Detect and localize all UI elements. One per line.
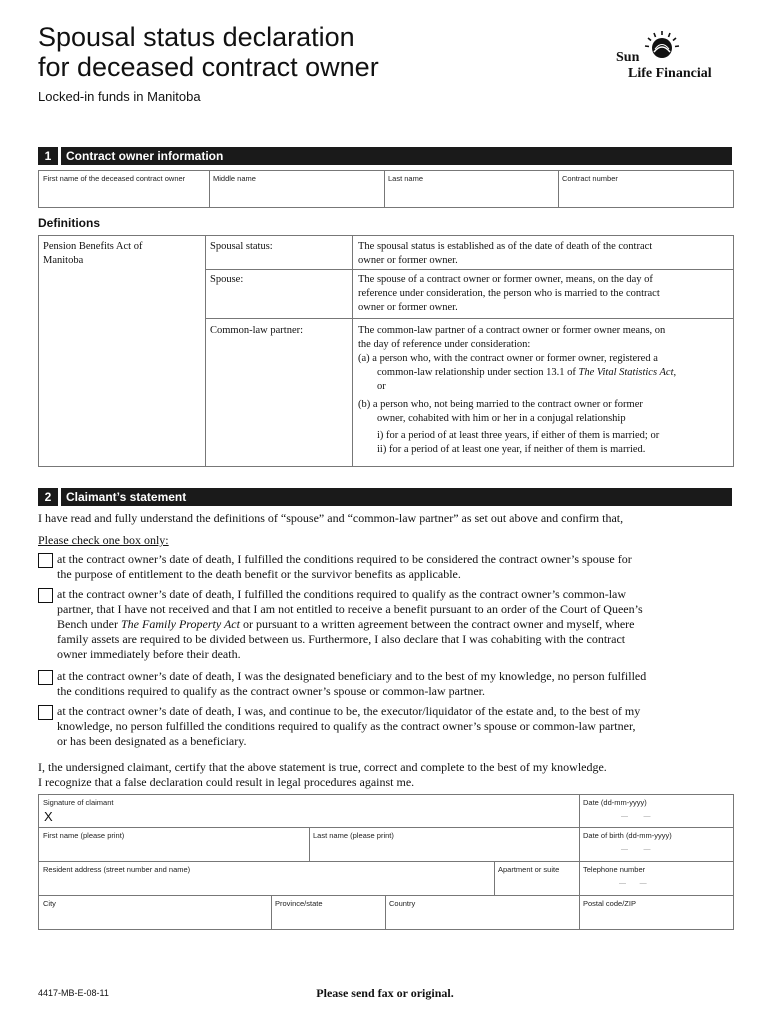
- section-1-title: Contract owner information: [66, 149, 224, 163]
- contract-number-field[interactable]: [558, 171, 733, 207]
- checkbox-spouse[interactable]: [38, 553, 53, 568]
- definitions-table: [38, 235, 734, 467]
- term-spousal-status: Spousal status:: [210, 241, 273, 252]
- title-line-1: Spousal status declaration: [38, 22, 355, 52]
- field-label: Postal code/ZIP: [583, 899, 636, 908]
- definition-common-law-partner: The common-law partner of a contract owner or former owner means, on the day of reference under consideration: (a) a person who, with the contract owner or former owner, registered a common-law relationship under section 13.1 of The Vital Statistics Act, or (b) a person who, not being married to the contract owner or former owner, cohabited with him or her in a conjugal relationship i) for a period of at least three years, if either of them is married; or ii) for a period of at least one year, if neither of them is married.: [358, 325, 677, 455]
- middle-name-field[interactable]: [209, 171, 385, 207]
- title-line-2: for deceased contract owner: [38, 52, 379, 82]
- sun-life-logo: [612, 30, 736, 84]
- option-designated-beneficiary: at the contract owner’s date of death, I was the designated beneficiary and to the best of my knowledge, no person fulfilled the conditions required to qualify as the contract owner’s spouse or common-law partner.: [38, 669, 738, 699]
- section-2-number: 2: [38, 488, 61, 506]
- field-label: Last name (please print): [313, 831, 394, 840]
- definitions-heading: Definitions: [38, 216, 100, 230]
- field-label: Last name: [388, 174, 424, 183]
- field-label: First name (please print): [43, 831, 125, 840]
- field-label: First name of the deceased contract owner: [43, 174, 186, 183]
- province-field[interactable]: [271, 896, 386, 929]
- field-label: Contract number: [562, 174, 618, 183]
- term-common-law-partner: Common-law partner:: [210, 325, 304, 336]
- claimant-first-name-field[interactable]: [39, 828, 310, 861]
- form-code: 4417-MB-E-08-11: [38, 988, 109, 998]
- definition-spousal-status: The spousal status is established as of the date of death of the contract owner or former owner.: [358, 241, 653, 266]
- option-executor: at the contract owner’s date of death, I was, and continue to be, the executor/liquidator of the estate and, to the best of my knowledge, no person fulfilled the conditions required to qualify as the contract owner’s spouse or common-law partner, or has been designated as a beneficiary.: [38, 704, 738, 749]
- field-label: Telephone number: [583, 865, 646, 874]
- postal-code-field[interactable]: [579, 896, 733, 929]
- date-of-birth-field[interactable]: Date of birth (dd-mm-yyyy) — —: [583, 831, 672, 853]
- field-label: Province/state: [275, 899, 323, 908]
- contract-owner-fields: [38, 170, 734, 208]
- country-field[interactable]: [385, 896, 580, 929]
- claimant-intro: I have read and fully understand the definitions of “spouse” and “common-law partner” as set out above and confirm that,: [38, 511, 624, 525]
- signature-date-field[interactable]: Date (dd-mm-yyyy) — —: [583, 798, 651, 820]
- field-label: Resident address (street number and name): [43, 865, 191, 874]
- checkbox-common-law-partner[interactable]: [38, 588, 53, 603]
- checkbox-executor[interactable]: [38, 705, 53, 720]
- claimant-last-name-field[interactable]: [309, 828, 580, 861]
- section-1-number: 1: [38, 147, 61, 165]
- option-common-law-partner: at the contract owner’s date of death, I fulfilled the conditions required to qualify as the contract owner’s common-law partner, that I have not received and that I am not entitled to receive a benefit pursuant to an order of the Court of Queen’s Bench under The Family Property Act or pursuant to a written agreement between the contract owner and myself, where family assets are required to be divided between us. Furthermore, I also declare that I was cohabiting with the contract owner immediately before their death.: [38, 587, 738, 662]
- page-subtitle: Locked-in funds in Manitoba: [38, 89, 201, 104]
- field-label: Country: [389, 899, 416, 908]
- term-spouse: Spouse:: [210, 274, 244, 285]
- check-one-instruction: Please check one box only:: [38, 533, 169, 547]
- option-spouse: at the contract owner’s date of death, I fulfilled the conditions required to be considered the contract owner’s spouse for the purpose of entitlement to the death benefit or the survivor benefits as applicable.: [38, 552, 738, 582]
- section-2-title: Claimant’s statement: [66, 490, 187, 504]
- apartment-field[interactable]: [494, 862, 580, 895]
- field-label: Date (dd-mm-yyyy): [583, 798, 647, 807]
- certification-statement: I, the undersigned claimant, certify that the above statement is true, correct and complete to the best of my knowledge. I recognize that a false declaration could result in legal procedures against me.: [38, 760, 607, 789]
- signature-field[interactable]: [39, 795, 580, 827]
- sun-icon: [642, 30, 682, 66]
- field-label: Signature of claimant: [43, 798, 114, 807]
- act-name: Pension Benefits Act of Manitoba: [43, 241, 143, 266]
- field-label: Middle name: [213, 174, 256, 183]
- field-label: Apartment or suite: [498, 865, 560, 874]
- section-1-header: [38, 147, 732, 165]
- telephone-field[interactable]: Telephone number — —: [583, 865, 647, 887]
- logo-text-life-financial: Life Financial: [628, 66, 712, 81]
- definition-spouse: The spouse of a contract owner or former owner, means, on the day of reference under consideration, the person who is married to the contract owner or former owner.: [358, 274, 660, 313]
- submission-note: Please send fax or original.: [316, 986, 454, 1000]
- field-label: City: [43, 899, 56, 908]
- city-field[interactable]: [39, 896, 272, 929]
- deceased-first-name-field[interactable]: [39, 171, 210, 207]
- page-title: [38, 22, 379, 82]
- checkbox-designated-beneficiary[interactable]: [38, 670, 53, 685]
- section-2-header: [38, 488, 732, 506]
- last-name-field[interactable]: [384, 171, 559, 207]
- claimant-info-form: [38, 794, 734, 930]
- resident-address-field[interactable]: [39, 862, 495, 895]
- field-label: Date of birth (dd-mm-yyyy): [583, 831, 672, 840]
- logo-text-sun: Sun: [616, 50, 640, 65]
- signature-x-mark: X: [44, 809, 53, 824]
